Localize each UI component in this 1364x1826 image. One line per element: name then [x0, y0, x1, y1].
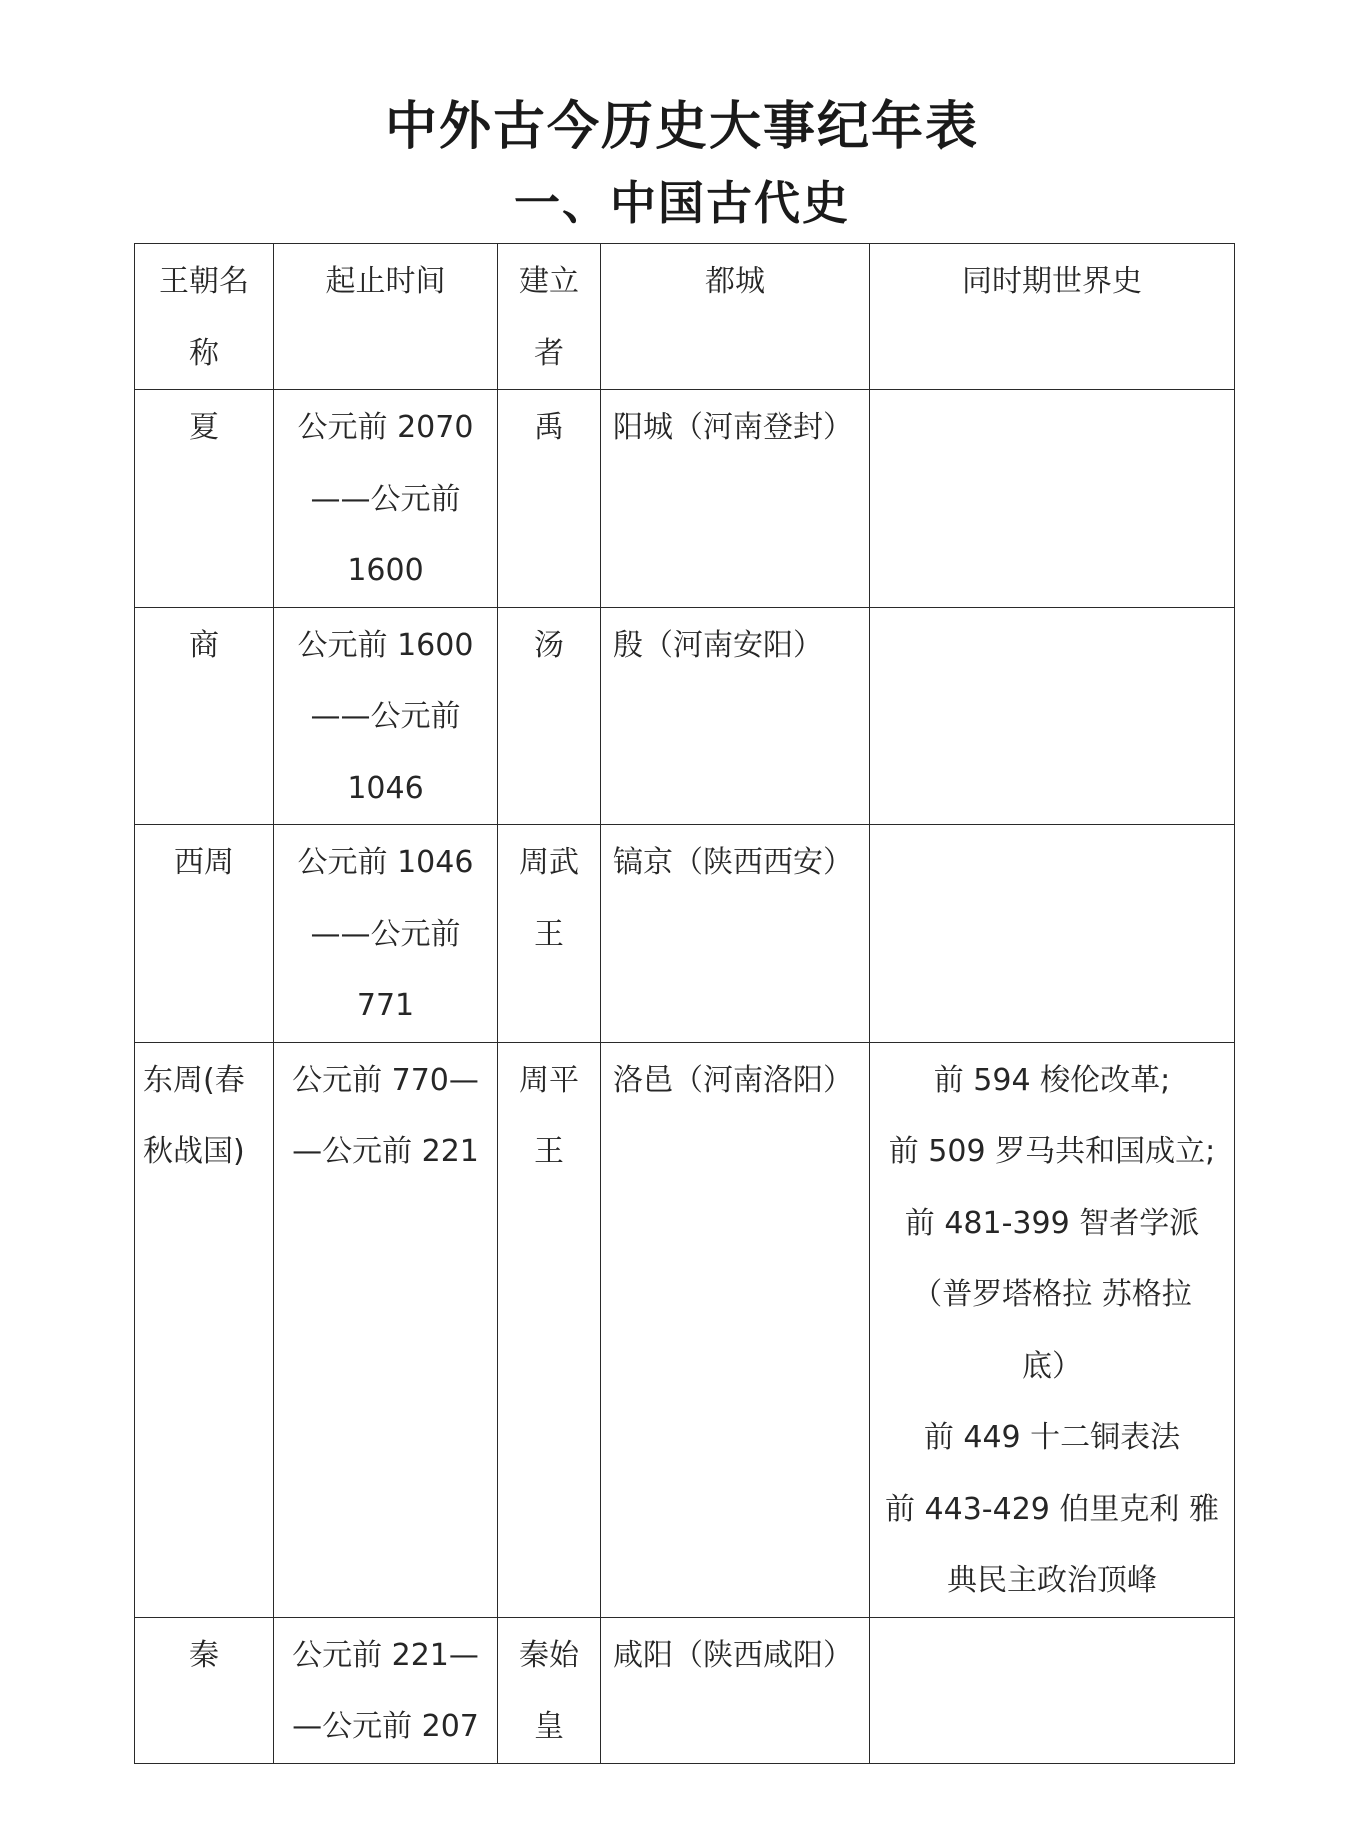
- header-founder-line: 建立: [519, 264, 579, 299]
- world-history-cell: [870, 825, 1235, 1043]
- table-row: [135, 607, 1235, 825]
- period-line: ——公元前: [310, 699, 461, 734]
- table-row: [135, 825, 1235, 1043]
- period-line: 公元前 770—: [292, 1062, 479, 1098]
- dynasty-name: 秦: [189, 1637, 219, 1673]
- dynasty-cell: [135, 607, 274, 825]
- world-event-line: 前 481-399 智者学派: [904, 1205, 1200, 1241]
- world-event-line: 底）: [1022, 1348, 1082, 1384]
- world-history-cell: [870, 1617, 1235, 1763]
- period-line: 1046: [347, 770, 424, 806]
- world-history-cell: [870, 607, 1235, 825]
- capital-cell: [601, 1042, 870, 1617]
- founder-name: 皇: [534, 1709, 564, 1744]
- capital-cell: [601, 825, 870, 1043]
- dynasty-name: 西周: [174, 845, 234, 880]
- founder-name: 王: [534, 916, 564, 952]
- period-line: 1600: [347, 553, 424, 588]
- world-event-line: 前 449 十二铜表法: [923, 1420, 1181, 1455]
- capital-cell: [601, 390, 870, 608]
- table-row: [135, 390, 1235, 608]
- header-founder-line: 者: [534, 335, 564, 371]
- founder-cell: [498, 1042, 601, 1617]
- page-title: 中外古今历史大事纪年表: [384, 97, 979, 157]
- header-dynasty-line: 王朝名: [159, 264, 249, 299]
- table-row: [135, 1617, 1235, 1763]
- dynasty-name: 商: [189, 627, 219, 663]
- period-cell: [274, 390, 498, 608]
- world-history-cell: [870, 390, 1235, 608]
- header-capital: [601, 244, 870, 390]
- header-period: [274, 244, 498, 390]
- world-event-line: 前 509 罗马共和国成立;: [888, 1134, 1216, 1169]
- period-line: 公元前 1600: [297, 627, 474, 663]
- period-line: 公元前 221—: [292, 1637, 479, 1673]
- capital-name: 洛邑（河南洛阳）: [613, 1062, 853, 1098]
- world-history-cell: [870, 1042, 1235, 1617]
- period-cell: [274, 1617, 498, 1763]
- table-header-row: [135, 244, 1235, 390]
- founder-cell: [498, 390, 601, 608]
- capital-name: 殷（河南安阳）: [613, 627, 823, 663]
- capital-name: 镐京（陕西西安）: [613, 845, 853, 880]
- dynasty-name: 夏: [189, 410, 219, 445]
- world-event-line: （普罗塔格拉 苏格拉: [912, 1277, 1192, 1312]
- founder-cell: [498, 825, 601, 1043]
- header-founder: [498, 244, 601, 390]
- founder-name: 周武: [519, 845, 579, 880]
- header-world-history-line: 同时期世界史: [962, 264, 1142, 299]
- period-line: 公元前 2070: [297, 410, 474, 445]
- capital-cell: [601, 607, 870, 825]
- section-title: 一、中国古代史: [514, 176, 850, 230]
- header-dynasty-line: 称: [189, 335, 219, 371]
- world-event-line: 前 594 梭伦改革;: [933, 1062, 1171, 1098]
- capital-cell: [601, 1617, 870, 1763]
- period-line: 771: [356, 988, 415, 1023]
- dynasty-name: 东周(春: [143, 1062, 245, 1098]
- period-cell: [274, 607, 498, 825]
- founder-name: 汤: [534, 627, 564, 663]
- period-line: —公元前 207: [292, 1709, 479, 1744]
- table-row: [135, 1042, 1235, 1617]
- founder-cell: [498, 1617, 601, 1763]
- founder-name: 王: [534, 1134, 564, 1169]
- founder-name: 秦始: [519, 1637, 579, 1673]
- dynasty-name: 秋战国): [143, 1134, 245, 1169]
- dynasty-cell: [135, 1042, 274, 1617]
- dynasty-cell: [135, 825, 274, 1043]
- period-cell: [274, 1042, 498, 1617]
- founder-name: 周平: [519, 1062, 579, 1098]
- header-world-history: [870, 244, 1235, 390]
- capital-name: 咸阳（陕西咸阳）: [613, 1637, 853, 1673]
- dynasty-cell: [135, 390, 274, 608]
- period-line: ——公元前: [310, 916, 461, 952]
- header-period-line: 起止时间: [325, 264, 446, 299]
- world-event-line: 典民主政治顶峰: [947, 1563, 1157, 1598]
- founder-cell: [498, 607, 601, 825]
- chronology-table: [134, 243, 1235, 1764]
- founder-name: 禹: [534, 410, 564, 445]
- period-line: ——公元前: [310, 481, 461, 517]
- world-event-line: 前 443-429 伯里克利 雅: [885, 1491, 1219, 1527]
- period-cell: [274, 825, 498, 1043]
- header-capital-line: 都城: [705, 264, 765, 299]
- capital-name: 阳城（河南登封）: [613, 410, 853, 445]
- dynasty-cell: [135, 1617, 274, 1763]
- period-line: 公元前 1046: [297, 845, 474, 880]
- period-line: —公元前 221: [292, 1134, 479, 1169]
- header-dynasty: [135, 244, 274, 390]
